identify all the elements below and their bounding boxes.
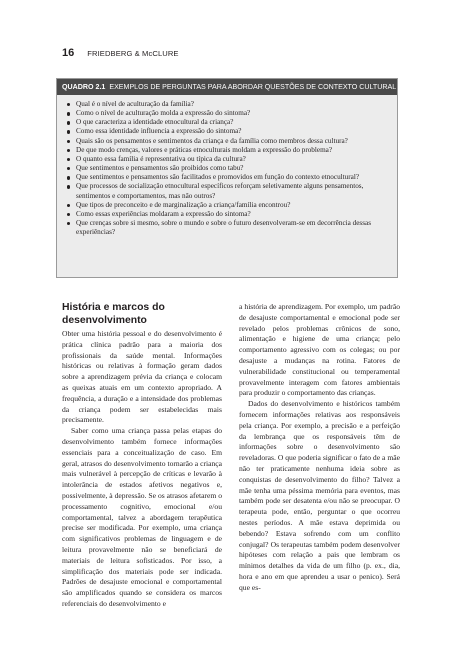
- list-item: [67, 182, 391, 200]
- bullet-icon: [67, 121, 70, 124]
- bullet-icon: [67, 213, 70, 216]
- body-paragraph: Dados do desenvolvimento e históricos também fornecem informações relativas aos responsáveis pela criança. Por exemplo, a precisão e a perfeição da lembrança que os responsáveis têm de informações sobre o desenvolvimento são reveladoras. O que poderia significar o fato de a mãe não ter praticamente nenhuma ideia sobre as conquistas de desenvolvimento do filho? Talvez a mãe tenha uma péssima memória para eventos, mas também pode ser desatenta e/ou não se preocupar. O terapeuta pode, então, perguntar o que ocorreu nestes períodos. A mãe estava deprimida ou bebendo? Estava sofrendo com um conflito conjugal? Os terapeutas também podem desenvolver hipóteses com relação a pais que lembram os mínimos detalhes da vida de um filho (p. ex., dia, hora e ano em que aprendeu a usar o penico). Será que es-: [239, 399, 400, 592]
- question-list: [57, 95, 397, 237]
- bullet-icon: [67, 204, 70, 207]
- list-item-text: O quanto essa família é representativa ou típica da cultura?: [76, 154, 246, 163]
- bullet-icon: [67, 185, 70, 188]
- list-item-text: Que sentimentos e pensamentos são facilitados e promovidos em função do contexto etnocultural?: [76, 173, 360, 182]
- bullet-icon: [67, 112, 70, 115]
- list-item-text: Como o nível de aculturação molda a expressão do sintoma?: [76, 109, 251, 118]
- body-paragraph: Obter uma história pessoal e do desenvolvimento é prática clínica padrão para a maioria dos profissionais da saúde mental. Informações históricas ou relativas à formação geram dados sobre a aprendizagem prévia da criança e colocam as queixas atuais em um contexto apropriado. A frequência, a duração e a intensidade dos problemas da criança podem ser estabelecidas mais precisamente.: [62, 329, 222, 425]
- bullet-icon: [67, 140, 70, 143]
- box-title-text: EXEMPLOS DE PERGUNTAS PARA ABORDAR QUESTÕES DE CONTEXTO CULTURAL: [109, 83, 397, 91]
- bullet-icon: [67, 149, 70, 152]
- bullet-icon: [67, 176, 70, 179]
- list-item: [67, 127, 391, 136]
- body-paragraph: a história de aprendizagem. Por exemplo, um padrão de desajuste comportamental e emocional pode ser revelado pelos problemas crônicos de sono, alimentação e higiene de uma criança; pelo comportamento agressivo com os colegas; ou por desajuste a mudanças na rotina. Fatores de vulnerabilidade constitucional ou temperamental provavelmente interagem com fatores ambientais para produzir o comportamento das crianças.: [239, 302, 400, 398]
- list-item-text: O que caracteriza a identidade etnocultural da criança?: [76, 118, 234, 127]
- list-item-text: Que processos de socialização etnocultural específicos reforçam seletivamente alguns pensamentos, sentimentos e comportamentos, mas não outros?: [76, 182, 364, 200]
- list-item-text: Como essa identidade influencia a expressão do sintoma?: [76, 127, 242, 136]
- page-number: 16: [62, 47, 75, 59]
- bullet-icon: [67, 130, 70, 133]
- list-item-text: De que modo crenças, valores e práticas etnoculturais moldam a expressão do problema?: [76, 145, 333, 154]
- list-item-text: Qual é o nível de aculturação da família?: [76, 100, 194, 108]
- list-item: [67, 219, 391, 237]
- list-item: [67, 164, 391, 173]
- bullet-icon: [67, 103, 70, 106]
- list-item: [67, 210, 391, 219]
- bullet-icon: [67, 167, 70, 170]
- right-column: [239, 302, 400, 594]
- bullet-icon: [67, 222, 70, 225]
- list-item-text: Como essas experiências moldaram a expressão do sintoma?: [76, 209, 251, 218]
- list-item: [67, 118, 391, 127]
- page-header: [62, 47, 179, 61]
- list-item-text: Que tipos de preconceito e de marginalização a criança/família encontrou?: [76, 200, 291, 209]
- list-item-text: Quais são os pensamentos e sentimentos da criança e da família como membros dessa cultura?: [76, 136, 348, 145]
- list-item: [67, 155, 391, 164]
- section-heading: História e marcos do desenvolvimento: [62, 302, 165, 326]
- box-title: [57, 79, 397, 95]
- body-paragraph: Saber como uma criança passa pelas etapas do desenvolvimento também fornece informações essenciais para a conceitualização de caso. Em geral, atrasos do desenvolvimento tornarão a criança mais vulnerável à percepção de críticas e levarão à intolerância de estados afetivos negativos e, possivelmente, à depressão. Se os atrasos afetarem o processamento cognitivo, emocional e/ou comportamental, talvez a abordagem terapêutica precise ser modificada. Por exemplo, uma criança com significativos problemas de linguagem e de leitura provavelmente não se beneficiará de materiais de leitura sofisticados. Por isso, a simplificação dos materiais pode ser indicada. Padrões de desajuste emocional e comportamental são amplificados quando se considera os marcos referenciais do desenvolvimento e: [62, 426, 222, 608]
- list-item: [67, 173, 391, 182]
- box-title-label: QUADRO 2.1: [62, 83, 106, 91]
- list-item: [67, 137, 391, 146]
- list-item: [67, 201, 391, 210]
- list-item: [67, 109, 391, 118]
- list-item: [67, 146, 391, 155]
- list-item: [67, 100, 391, 109]
- bullet-icon: [67, 158, 70, 161]
- culture-questions-box: [56, 78, 398, 278]
- list-item-text: Que crenças sobre si mesmo, sobre o mundo e sobre o futuro desenvolveram-se em decorrência dessas experiências?: [76, 219, 371, 237]
- running-head: FRIEDBERG & McCLURE: [87, 49, 179, 58]
- list-item-text: Que sentimentos e pensamentos são proibidos como tabu?: [76, 164, 244, 173]
- left-column: [62, 302, 222, 610]
